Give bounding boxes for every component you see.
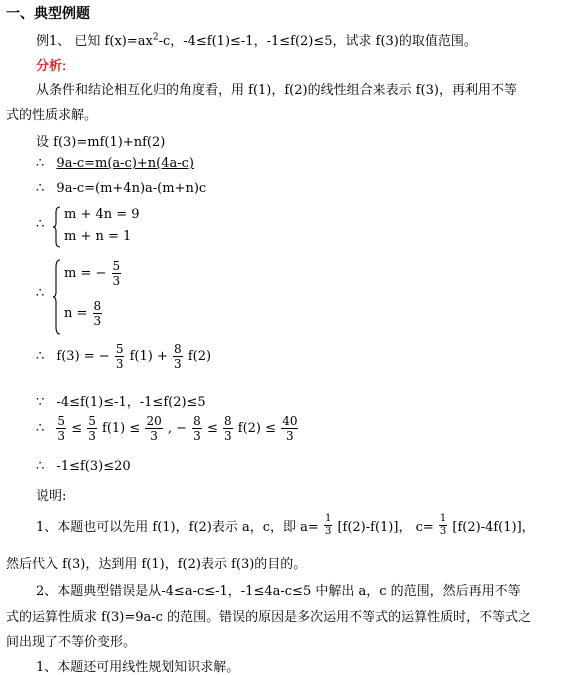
fraction-denominator: 3 — [439, 526, 447, 537]
system-1-eq-a: m + 4n = 9 — [64, 207, 140, 222]
therefore-symbol: ∴ — [36, 421, 45, 436]
fraction-numerator: 5 — [57, 414, 66, 428]
fraction-denominator: 3 — [150, 429, 158, 443]
note-1-line-1 — [36, 514, 535, 537]
fraction-denominator: 3 — [57, 429, 66, 443]
fraction-numerator: 1 — [439, 513, 447, 524]
therefore-symbol: ∴ — [36, 156, 45, 171]
fraction-numerator: 5 — [88, 414, 96, 428]
fraction — [145, 415, 162, 442]
therefore-symbol: ∴ — [36, 459, 45, 474]
fraction — [439, 514, 447, 537]
fraction — [56, 415, 66, 442]
left-brace-icon — [52, 259, 62, 335]
therefore-symbol: ∴ — [36, 181, 45, 196]
fraction-denominator: 3 — [174, 357, 182, 371]
fraction-numerator: 20 — [146, 414, 162, 428]
system-2-eq-a-lhs: m = − — [64, 266, 107, 281]
ineq-comma: , − — [167, 421, 188, 436]
note-1-mid: [f(2)-f(1)]， c= — [337, 520, 434, 535]
step-7 — [36, 415, 299, 442]
fraction — [281, 415, 298, 442]
note-2-line-1: 2、本题典型错误是从-4≤a-c≤-1，-1≤4a-c≤5 中解出 a，c 的范围，然后再用不等 — [36, 584, 521, 599]
step-1 — [36, 156, 194, 171]
page-heading: 一、典型例题 — [6, 5, 90, 21]
example-statement — [36, 30, 477, 49]
f3-post: f(2) — [187, 349, 212, 364]
fraction — [192, 415, 202, 442]
step-2-text: 9a-c=(m+4n)a-(m+n)c — [56, 181, 207, 196]
note-2-line-2: 式的运算性质求 f(3)=9a-c 的范围。错误的原因是多次运用不等式的运算性质时，不等式之 — [6, 610, 532, 625]
example-text-pre: 已知 f(x)=ax — [74, 34, 153, 49]
because-symbol: ∵ — [36, 395, 45, 410]
fraction — [112, 260, 122, 287]
note-1-post: [f(2)-4f(1)]， — [452, 520, 535, 535]
therefore-symbol: ∴ — [36, 349, 45, 364]
system-1-eq-b: m + n = 1 — [64, 229, 132, 244]
note-2-line-3: 间出现了不等价变形。 — [6, 635, 137, 650]
fraction-denominator: 3 — [112, 274, 121, 288]
fraction-numerator: 5 — [115, 342, 124, 356]
step-5 — [36, 343, 211, 370]
fraction — [173, 343, 183, 370]
fraction-denominator: 3 — [115, 357, 124, 371]
leq-symbol: ≤ — [206, 421, 218, 436]
f3-lhs: f(3) = − — [56, 349, 110, 364]
step-8 — [36, 459, 131, 474]
analysis-line-1: 从条件和结论相互化归的角度看，用 f(1)，f(2)的线性组合来表示 f(3)，再利用不等 — [36, 83, 517, 98]
note-1-pre: 1、本题也可以先用 f(1)，f(2)表示 a，c，即 a= — [36, 520, 319, 535]
fraction-denominator: 3 — [93, 314, 102, 328]
example-text-post: -c，-4≤f(1)≤-1，-1≤f(2)≤5，试求 f(3)的取值范围。 — [158, 34, 477, 49]
f3-mid: f(1) + — [129, 349, 168, 364]
analysis-label: 分析: — [36, 58, 67, 73]
system-2-eq-b-lhs: n = — [64, 306, 88, 321]
fraction — [93, 300, 103, 327]
exponent: 2 — [152, 32, 159, 43]
system-2-eq-b — [64, 300, 103, 327]
fraction-denominator: 3 — [88, 429, 96, 443]
example-label: 例1、 — [36, 34, 71, 49]
result-text: -1≤f(3)≤20 — [56, 459, 131, 474]
fraction-denominator: 3 — [324, 526, 332, 537]
ineq-f2: f(2) ≤ — [237, 421, 277, 436]
fraction-denominator: 3 — [224, 429, 232, 443]
given-inequalities: -4≤f(1)≤-1，-1≤f(2)≤5 — [56, 395, 206, 410]
note-1-line-2: 然后代入 f(3)，达到用 f(1)，f(2)表示 f(3)的目的。 — [6, 557, 307, 572]
fraction-numerator: 40 — [282, 414, 298, 428]
fraction-denominator: 3 — [193, 429, 201, 443]
step-2 — [36, 181, 206, 196]
therefore-symbol: ∴ — [36, 286, 45, 301]
fraction — [324, 514, 332, 537]
therefore-symbol: ∴ — [36, 217, 45, 232]
note-3: 1、本题还可用线性规划知识求解。 — [36, 660, 240, 675]
fraction — [115, 343, 125, 370]
analysis-line-2: 式的性质求解。 — [6, 108, 98, 123]
step-1-text: 9a-c=m(a-c)+n(4a-c) — [56, 156, 195, 171]
fraction-numerator: 8 — [224, 414, 232, 428]
fraction-denominator: 3 — [286, 429, 294, 443]
step-set: 设 f(3)=mf(1)+nf(2) — [36, 135, 166, 150]
fraction-numerator: 8 — [93, 299, 102, 313]
notes-title: 说明: — [36, 489, 67, 504]
fraction-numerator: 1 — [324, 513, 332, 524]
left-brace-icon — [52, 206, 62, 248]
system-2-eq-a — [64, 260, 122, 287]
leq-symbol: ≤ — [71, 421, 83, 436]
fraction-numerator: 5 — [112, 259, 121, 273]
step-6 — [36, 391, 206, 410]
fraction — [87, 415, 97, 442]
fraction-numerator: 8 — [193, 414, 201, 428]
fraction — [223, 415, 233, 442]
ineq-f1: f(1) ≤ — [102, 421, 141, 436]
fraction-numerator: 8 — [174, 342, 182, 356]
